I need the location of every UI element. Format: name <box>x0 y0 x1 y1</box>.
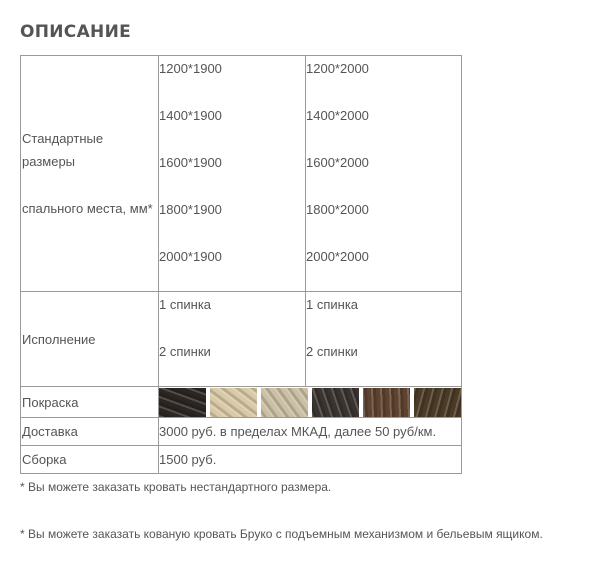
size-value: 2000*1900 <box>159 249 222 264</box>
size-value: 1200*2000 <box>306 61 369 76</box>
size-value: 2000*2000 <box>306 249 369 264</box>
delivery-label: Доставка <box>21 418 159 446</box>
size-value: 1400*1900 <box>159 108 222 123</box>
paint-swatch-list <box>159 388 461 417</box>
delivery-value: 3000 руб. в пределах МКАД, далее 50 руб/км. <box>159 418 462 446</box>
paint-label: Покраска <box>21 387 159 418</box>
table-row-delivery <box>21 418 462 446</box>
execution-col1-cell <box>159 292 306 387</box>
sizes-label-line2: спального места, мм* <box>22 201 153 216</box>
sizes-label-cell <box>21 56 159 292</box>
paint-swatch[interactable] <box>363 388 414 417</box>
paint-swatch[interactable] <box>312 388 363 417</box>
paint-swatch[interactable] <box>210 388 261 417</box>
paint-swatch[interactable] <box>261 388 312 417</box>
execution-value: 1 спинка <box>306 297 359 312</box>
assembly-label: Сборка <box>21 446 159 474</box>
size-value: 1800*1900 <box>159 202 222 217</box>
table-row-execution <box>21 292 462 387</box>
paint-swatch[interactable] <box>159 388 210 417</box>
table-row-sizes <box>21 56 462 292</box>
paint-swatches-cell <box>159 387 462 418</box>
execution-col2-cell <box>306 292 462 387</box>
sizes-label-line1: Стандартные размеры <box>22 131 104 169</box>
size-value: 1800*2000 <box>306 202 369 217</box>
section-title: ОПИСАНИЕ <box>20 22 132 42</box>
execution-value: 1 спинка <box>159 297 212 312</box>
assembly-value: 1500 руб. <box>159 446 462 474</box>
sizes-col1-cell <box>159 56 306 292</box>
size-value: 1600*1900 <box>159 155 222 170</box>
table-row-assembly <box>21 446 462 474</box>
note-lift-mechanism: * Вы можете заказать кованую кровать Бруко с подъемным механизмом и бельевым ящиком. <box>20 527 543 541</box>
table-row-paint <box>21 387 462 418</box>
execution-value: 2 спинки <box>159 344 211 359</box>
size-value: 1200*1900 <box>159 61 222 76</box>
size-value: 1600*2000 <box>306 155 369 170</box>
sizes-col2-cell <box>306 56 462 292</box>
spec-table <box>20 55 462 474</box>
paint-swatch[interactable] <box>414 388 461 417</box>
size-value: 1400*2000 <box>306 108 369 123</box>
execution-label: Исполнение <box>21 292 159 387</box>
execution-value: 2 спинки <box>306 344 358 359</box>
note-custom-size: * Вы можете заказать кровать нестандартного размера. <box>20 480 332 494</box>
